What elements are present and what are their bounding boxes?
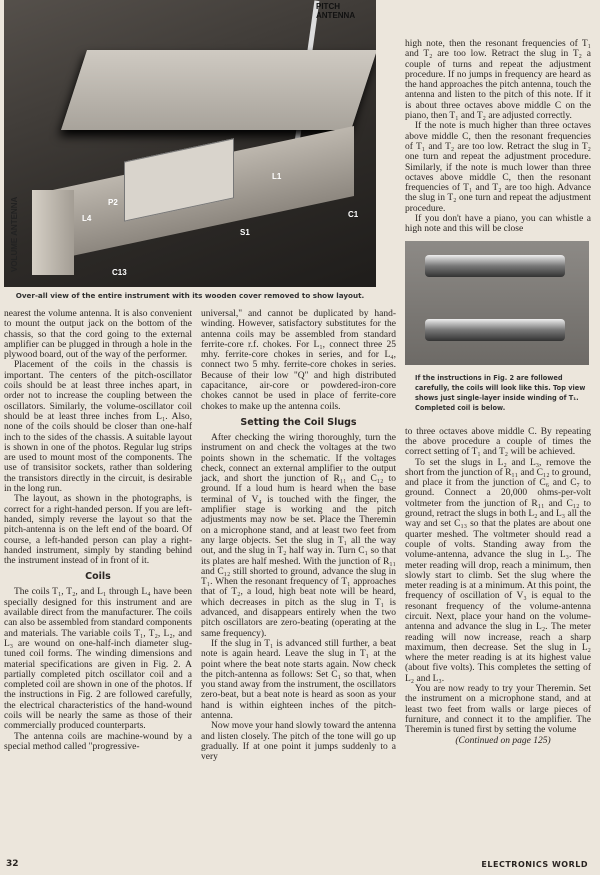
label-c1: C1 <box>348 210 359 219</box>
coil-photo <box>405 241 589 365</box>
paragraph: The coils T₁, T₂, and L₁ through L₄ have been specially designed for this instrument and are available direct from the manufacturer. The coils can also be assembled from standard components and materials. The variable coils T₁, T₂, L₂, and L₃ are wound on one-half-inch diameter slug-tuned coil forms. The winding dimensions and material specifications are given in Fig. 2. A partially completed pitch oscillator coil and a completed coil are shown in one of the photos. If the instructions in Fig. 2 are followed carefully, the electrical characteristics of the hand-wound coils will be nearly the same as those of their commercially produced counterparts. <box>4 587 192 732</box>
column-3-top <box>405 39 591 235</box>
partial-coil <box>425 255 565 277</box>
instrument-photo <box>4 0 376 287</box>
paragraph: The layout, as shown in the photographs, is correct for a right-handed person. If you are left-handed, simply reverse the layout so that the pitch-antenna is on the left end of the board. Of course, a left-handed person can play a right-handed instrument, simply by standing behind the instrument instead of in front of it. <box>4 494 192 567</box>
label-p2: P2 <box>108 198 118 207</box>
label-pitch-antenna: PITCH ANTENNA <box>316 2 356 20</box>
label-s1: S1 <box>240 228 250 237</box>
label-volume-antenna: VOLUME ANTENNA <box>10 196 19 272</box>
volume-antenna-block <box>32 190 74 275</box>
paragraph: If you don't have a piano, you can whistle a high note and this will be close <box>405 214 591 235</box>
paragraph: If the note is much higher than three octaves above middle C, then the resonant frequencies of T₁ and T₂ are too low. Retract the slug in T₂ one turn and repeat the adjustment procedure. Similarly, if the note is much lower than three octaves above middle C, then the resonant frequencies of T₁ and T₂ are too high. Advance the slug in T₂ one turn and repeat the adjustment procedure. <box>405 121 591 214</box>
page-number: 32 <box>6 859 19 869</box>
magazine-name: ELECTRONICS WORLD <box>481 860 588 869</box>
completed-coil <box>425 319 565 341</box>
continued-note: (Continued on page 125) <box>455 735 551 746</box>
left-area <box>4 0 396 853</box>
paragraph: The antenna coils are machine-wound by a special method called "progressive- <box>4 731 192 752</box>
label-l1: L1 <box>272 172 282 181</box>
paragraph: Now move your hand slowly toward the antenna and listen closely. The pitch of the tone will go up gradually. If at one point it jumps suddenly to a very <box>201 721 396 763</box>
right-column-area <box>405 0 591 853</box>
label-c13: C13 <box>112 268 127 277</box>
main-photo-caption: Over-all view of the entire instrument with its wooden cover removed to show layout. <box>15 291 365 300</box>
column-3-bottom <box>405 427 591 746</box>
column-2 <box>201 309 396 762</box>
left-columns <box>4 309 396 762</box>
paragraph: to three octaves above middle C. By repeating the above procedure a couple of times the correct setting of T₁ and T₂ will be achieved. <box>405 426 591 458</box>
paragraph: If the slug in T₁ is advanced still further, a beat note is again heard. Leave the slug in T₁ at the point where the beat note starts again. Now check the pitch-antenna as follows: Set C₁ so that, when you stand away from the instrument, the oscillators zero-beat, but a beat note is heard as soon as your hand is within eighteen inches of the pitch-antenna. <box>201 638 396 721</box>
paragraph: You are now ready to try your Theremin. Set the instrument on a microphone stand, and at least two feet from walls or large pieces of furniture, and connect it to the amplifier. The Theremin is tuned first by setting the volume <box>405 684 591 736</box>
label-l4: L4 <box>82 214 92 223</box>
page-content <box>4 0 594 853</box>
paragraph: universal," and cannot be duplicated by hand-winding. However, satisfactory substitutes for the antenna coils may be assembled from standard ferrite-core r.f. chokes. For L₁, connect three 25 mhy. ferrite-core chokes in series, and for L₄, connect two 5 mhy. ferrite-core chokes in series. Because of their low "Q" and high distributed capacitance, air-core or powdered-iron-core chokes cannot be used in place of ferrite-core chokes to make up the antenna coils. <box>201 309 396 412</box>
paragraph: nearest the volume antenna. It is also convenient to mount the output jack on the bottom of the chassis, so that the cord going to the external amplifier can be plugged in through a hole in the plywood board, out of the way of the performer. <box>4 309 192 361</box>
paragraph: Placement of the coils in the chassis is important. The centers of the pitch-oscillator coils should be at least three inches apart, in order not to increase the coupling between the oscillators. Similarly, the volume-oscillator coil should be at least three inches from L₁. Also, none of the coils should be closer than one-half inch to the sides of the chassis. A suitable layout is shown in one of the photos. Regular lug strips are used to mount most of the components. The use of transisitor sockets, rather than soldering the transistors directly in the circuit, is desirable in the long run. <box>4 360 192 495</box>
paragraph: To set the slugs in L₂ and L₃, remove the short from the junction of R₁₁ and C₁₂ to ground, and place it from the junction of C₆ and C₇ to ground. Connect a 20,000 ohms-per-volt voltmeter from the junction of R₁₁ and C₁₂ to ground, retract the slugs in both L₂ and L₃ all the way and set C₁₃ so that the plates are about one quarter meshed. The voltmeter should read a couple of volts. Standing away from the volume-antenna, advance the slug in L₃. The meter reading will drop, reach a minimum, then slowly start to climb. Set the slug where the meter reading is at a minimum. At this point, the frequency of oscillation of V₃ is equal to the resonant frequency of the volume-antenna circuit. Next, place your hand on the volume-antenna and advance the slug in L₂. The meter reading will now increase, reach a sharp maximum, then decrease. Set the slug in L₂ where the meter reading is at its highest value (about five volts). This completes the setting of L₂ and L₃. <box>405 457 591 684</box>
column-1 <box>4 309 192 762</box>
coil-photo-caption: If the instructions in Fig. 2 are followed carefully, the coils will look like this. Top view shows just single-layer inside winding of T₁. Completed coil is below. <box>415 373 586 412</box>
paragraph: After checking the wiring thoroughly, turn the instrument on and check the voltages at the two points shown in the schematic. If the voltages check, connect an external amplifier to the output jack, and short the junction of R₁₁ and C₁₂ to ground. If a loud hum is heard when the base terminal of V₄ is touched with the finger, the amplifier stage is working and the pitch adjustments may now be set. Place the Theremin on a microphone stand, and at least two feet from any large objects. Set the slug in T₁ all the way out, and the slug in T₂ half way in. Turn C₁ so that its plates are half meshed. With the junction of R₁₁ and C₁₂ still shorted to ground, advance the slug in T₁. When the resonant frequency of T₁ approaches that of T₂, a loud, high beat note will be heard, which decreases in pitch as the slug in T₁ is advanced, and disappears entirely when the two pitch oscillators are zero-beating (operating at the same frequency). <box>201 432 396 639</box>
wooden-cover <box>61 50 376 130</box>
paragraph: high note, then the resonant frequencies of T₁ and T₂ are too low. Retract the slug in T₂ a couple of turns and repeat the adjustment procedure. If no jumps in frequency are heard as the hand approaches the pitch antenna, touch the antenna and listen to the pitch of this note. If it is about three octaves above middle C on the piano, then T₁ and T₂ are adjusted correctly. <box>405 39 591 122</box>
section-heading-setting-slugs: Setting the Coil Slugs <box>240 416 357 428</box>
page-footer <box>4 853 594 875</box>
section-heading-coils: Coils <box>85 571 111 583</box>
